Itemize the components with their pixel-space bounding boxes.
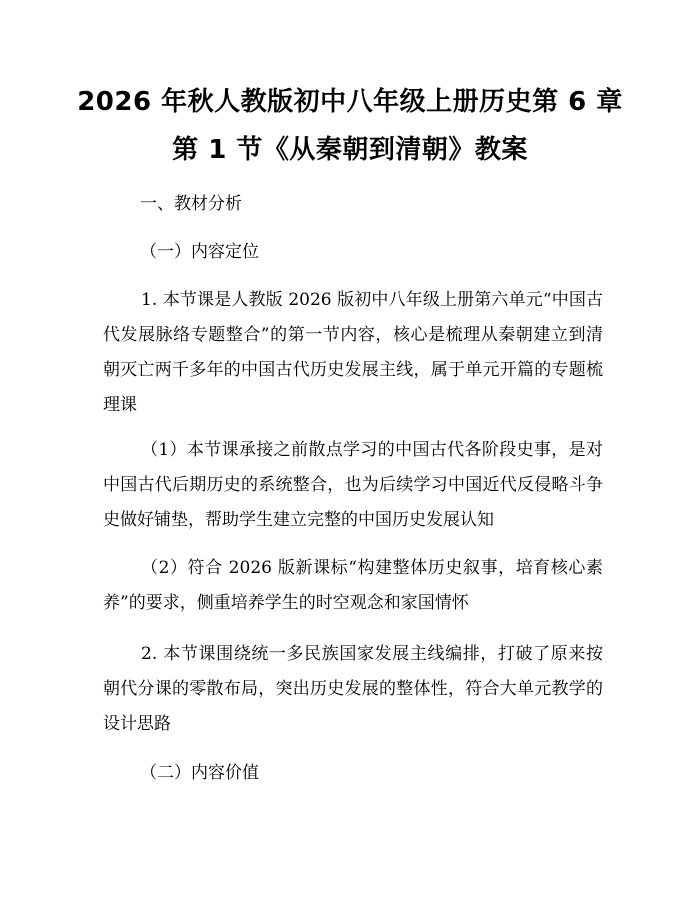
document-title-line-2: 第 1 节《从秦朝到清朝》教案 bbox=[172, 135, 528, 165]
subsection-heading-content-positioning: （一）内容定位 bbox=[140, 242, 259, 262]
paragraph-1-1: （1）本节课承接之前散点学习的中国古代各阶段史事，是对中国古代后期历史的系统整合，也为后续学习中国近代反侵略斗争史做好铺垫，帮助学生建立完整的中国历史发展认知 bbox=[103, 440, 603, 530]
section-heading-textbook-analysis: 一、教材分析 bbox=[140, 194, 242, 214]
document-title-line-1: 2026 年秋人教版初中八年级上册历史第 6 章 bbox=[77, 87, 623, 117]
paragraph-2: 2. 本节课围绕统一多民族国家发展主线编排，打破了原来按朝代分课的零散布局，突出历史发展的整体性，符合大单元教学的设计思路 bbox=[103, 644, 603, 734]
paragraph-1: 1. 本节课是人教版 2026 版初中八年级上册第六单元“中国古代发展脉络专题整合”的第一节内容，核心是梳理从秦朝建立到清朝灭亡两千多年的中国古代历史发展主线，属于单元开篇的专题梳理课 bbox=[103, 290, 603, 415]
subsection-heading-content-value: （二）内容价值 bbox=[140, 763, 259, 783]
paragraph-1-2: （2）符合 2026 版新课标“构建整体历史叙事，培育核心素养”的要求，侧重培养学生的时空观念和家国情怀 bbox=[103, 558, 603, 613]
